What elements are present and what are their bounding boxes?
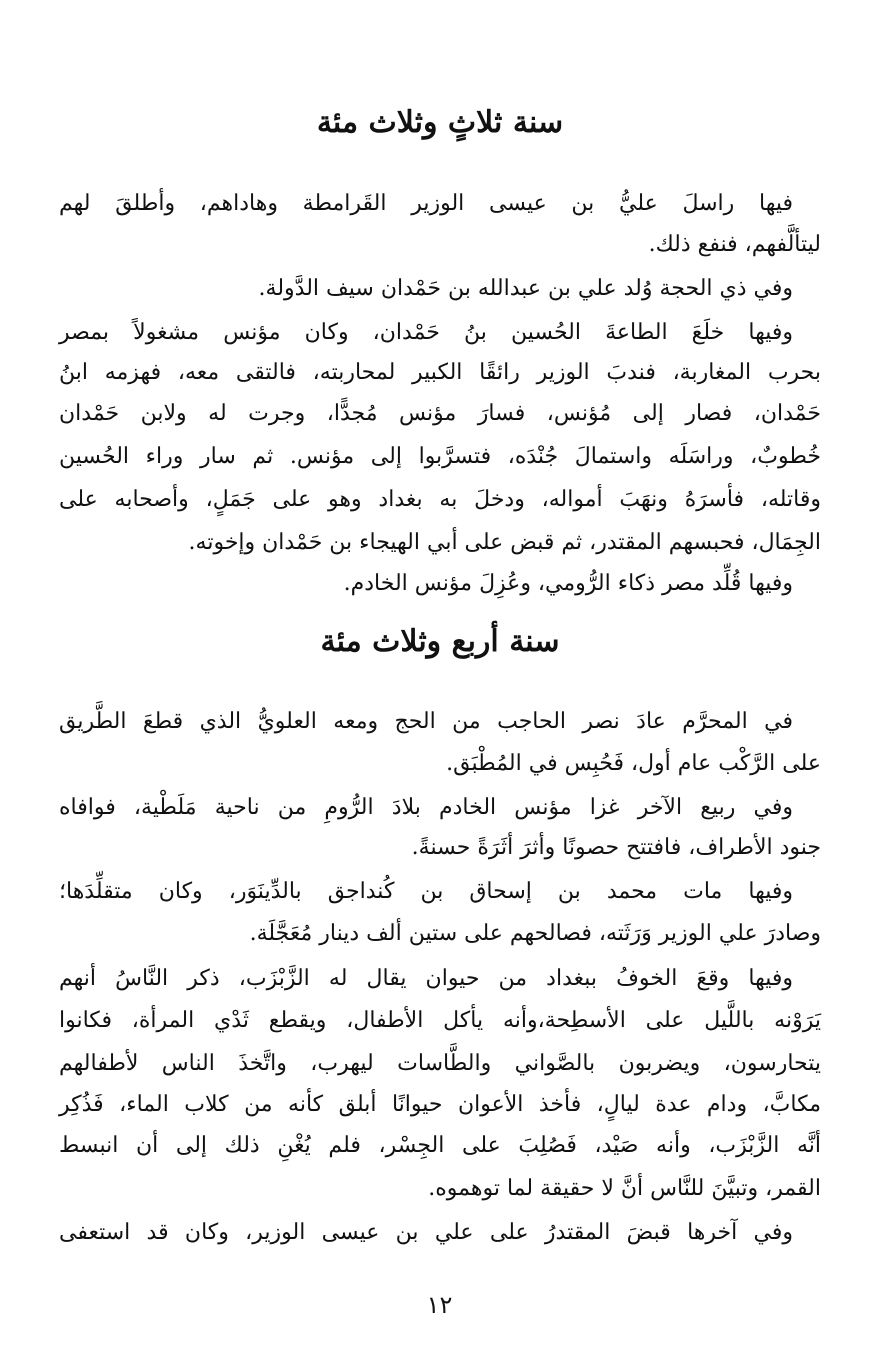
paragraph-line: على الرَّكْب عام أول، فَحُبِس في المُطْبَق. <box>446 751 821 776</box>
paragraph-line: وقاتله، فأسرَهُ ونهَبَ أمواله، ودخلَ به بغداد وهو على جَمَلٍ، وأصحابه على <box>59 487 821 512</box>
paragraph-line: وفيها مات محمد بن إسحاق بن كُنداجق بالدِّينَوَر، وكان متقلِّدَها؛ <box>59 879 793 904</box>
paragraph-line: الجِمَال، فحبسهم المقتدر، ثم قبض على أبي الهيجاء بن حَمْدان وإخوته. <box>188 530 821 555</box>
paragraph-line: وصادرَ علي الوزير وَرَثَته، فصالحهم على ستين ألف دينار مُعَجَّلَة. <box>249 921 821 946</box>
paragraph-line: فيها راسلَ عليُّ بن عيسى الوزير القَرامطة وهاداهم، وأطلقَ لهم <box>59 191 793 216</box>
paragraph-line: بحرب المغاربة، فندبَ الوزير رائقًا الكبير لمحاربته، فالتقى معه، فهزمه ابنُ <box>59 360 821 385</box>
paragraph-line: وفي ربيع الآخر غزا مؤنس الخادم بلادَ الرُّومِ من ناحية مَلَطْية، فوافاه <box>59 795 793 820</box>
paragraph-line: ليتألَّفهم، فنفع ذلك. <box>648 232 821 257</box>
paragraph-line: جنود الأطراف، فافتتح حصونًا وأثرَ أثَرَةً حسنةً. <box>411 835 821 860</box>
paragraph-line: يَرَوْنه باللَّيل على الأسطِحة،وأنه يأكل الأطفال، ويقطع ثَدْي المرأة، فكانوا <box>59 1008 821 1033</box>
section-title-303: سنة ثلاثٍ وثلاث مئة <box>316 105 564 140</box>
paragraph-line: يتحارسون، ويضربون بالصَّواني والطَّاسات ليهرب، واتَّخذَ الناس لأطفالهم <box>59 1051 821 1076</box>
paragraph-line: حَمْدان، فصار إلى مُؤنس، فسارَ مؤنس مُجدًّا، وجرت له ولابن حَمْدان <box>59 401 821 426</box>
paragraph-line: في المحرَّم عادَ نصر الحاجب من الحج ومعه العلويُّ الذي قطعَ الطَّريق <box>59 709 793 734</box>
paragraph-line: القمر، وتبيَّنَ للنَّاس أنَّ لا حقيقة لما توهموه. <box>428 1176 821 1201</box>
paragraph-line: أنَّه الزَّبْزَب، وأنه صَيْد، فَصُلِبَ على الجِسْر، فلم يُغْنِ ذلك إلى أن انبسط <box>59 1133 821 1158</box>
paragraph-line: وفيها خلَعَ الطاعةَ الحُسين بنُ حَمْدان، وكان مؤنس مشغولاً بمصر <box>59 320 793 345</box>
section-title-304: سنة أربع وثلاث مئة <box>320 624 560 659</box>
paragraph-line: مكابَّ، ودام عدة ليالٍ، فأخذ الأعوان حيوانًا أبلق كأنه من كلاب الماء، فَذُكِر <box>59 1092 821 1117</box>
paragraph-line: وفيها قُلِّد مصر ذكاء الرُّومي، وعُزِلَ مؤنس الخادم. <box>343 571 793 596</box>
page-number: ١٢ <box>426 1291 453 1319</box>
paragraph-line: خُطوبٌ، وراسَلَه واستمالَ جُنْدَه، فتسرَّبوا إلى مؤنس. ثم سار وراء الحُسين <box>59 444 821 469</box>
paragraph-line: وفي آخرها قبضَ المقتدرُ على علي بن عيسى الوزير، وكان قد استعفى <box>59 1220 793 1245</box>
paragraph-line: وفيها وقعَ الخوفُ ببغداد من حيوان يقال له الزَّبْزَب، ذكر النَّاسُ أنهم <box>59 966 793 991</box>
paragraph-line: وفي ذي الحجة وُلد علي بن عبدالله بن حَمْدان سيف الدَّولة. <box>258 276 793 301</box>
